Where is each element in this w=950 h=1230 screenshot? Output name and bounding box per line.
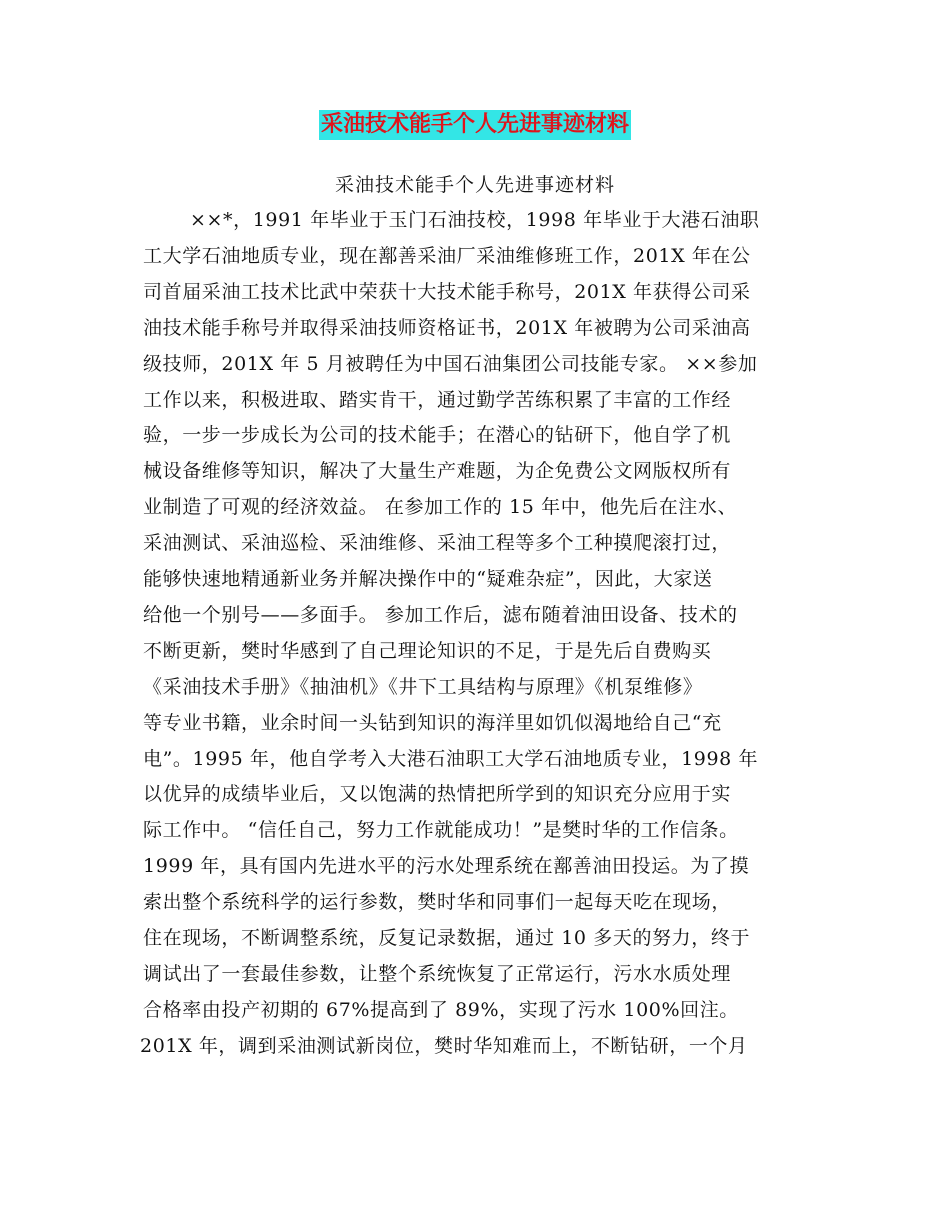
body-line: 等专业书籍，业余时间一头钻到知识的海洋里如饥似渴地给自己“充 xyxy=(143,711,722,734)
body-line: 能够快速地精通新业务并解决操作中的“疑难杂症”，因此，大家送 xyxy=(143,568,713,590)
body-line: 《采油技术手册》《抽油机》《井下工具结构与原理》《机泵维修》 xyxy=(143,675,703,698)
body-line: 合格率由投产初期的 67%提高到了 89%，实现了污水 100%回注。 xyxy=(143,998,739,1021)
body-line: 201X 年，调到采油测试新岗位，樊时华知难而上，不断钻研，一个月 xyxy=(140,1034,748,1057)
body-line: 际工作中。 “信任自己，努力工作就能成功！”是樊时华的工作信条。 xyxy=(143,819,739,842)
body-line: 1999 年，具有国内先进水平的污水处理系统在鄯善油田投运。为了摸 xyxy=(143,855,750,878)
body-line: 验，一步一步成长为公司的技术能手；在潜心的钻研下，他自学了机 xyxy=(143,424,732,447)
body-line: 索出整个系统科学的运行参数，樊时华和同事们一起每天吃在现场， xyxy=(143,891,732,914)
document-title xyxy=(0,110,950,140)
body-line: 油技术能手称号并取得采油技师资格证书，201X 年被聘为公司采油高 xyxy=(143,316,751,339)
body-line: 电”。1995 年，他自学考入大港石油职工大学石油地质专业，1998 年 xyxy=(143,747,759,770)
body-line: 械设备维修等知识，解决了大量生产难题，为企免费公文网版权所有 xyxy=(143,460,732,483)
body-line: 司首届采油工技术比武中荣获十大技术能手称号，201X 年获得公司采 xyxy=(143,280,751,303)
body-line: 以优异的成绩毕业后，又以饱满的热情把所学到的知识充分应用于实 xyxy=(143,783,732,806)
body-line: 给他一个别号——多面手。 参加工作后，滤布随着油田设备、技术的 xyxy=(143,603,738,626)
body-line: 不断更新，樊时华感到了自己理论知识的不足，于是先后自费购买 xyxy=(143,639,712,662)
body-line: ××*，1991 年毕业于玉门石油技校，1998 年毕业于大港石油职 xyxy=(190,209,760,231)
body-line: 业制造了可观的经济效益。 在参加工作的 15 年中，他先后在注水、 xyxy=(143,496,738,519)
body-line: 采油测试、采油巡检、采油维修、采油工程等多个工种摸爬滚打过， xyxy=(143,532,732,555)
body-line: 工作以来，积极进取、踏实肯干，通过勤学苦练积累了丰富的工作经 xyxy=(143,388,732,411)
document-title-text: 采油技术能手个人先进事迹材料 xyxy=(319,110,631,140)
document-subtitle: 采油技术能手个人先进事迹材料 xyxy=(334,174,615,196)
body-line: 调试出了一套最佳参数，让整个系统恢复了正常运行，污水水质处理 xyxy=(143,962,732,985)
body-line: 工大学石油地质专业，现在鄯善采油厂采油维修班工作，201X 年在公 xyxy=(143,244,751,267)
body-line: 级技师，201X 年 5 月被聘任为中国石油集团公司技能专家。 ××参加 xyxy=(143,352,758,375)
body-line: 住在现场，不断调整系统，反复记录数据，通过 10 多天的努力，终于 xyxy=(143,927,751,949)
